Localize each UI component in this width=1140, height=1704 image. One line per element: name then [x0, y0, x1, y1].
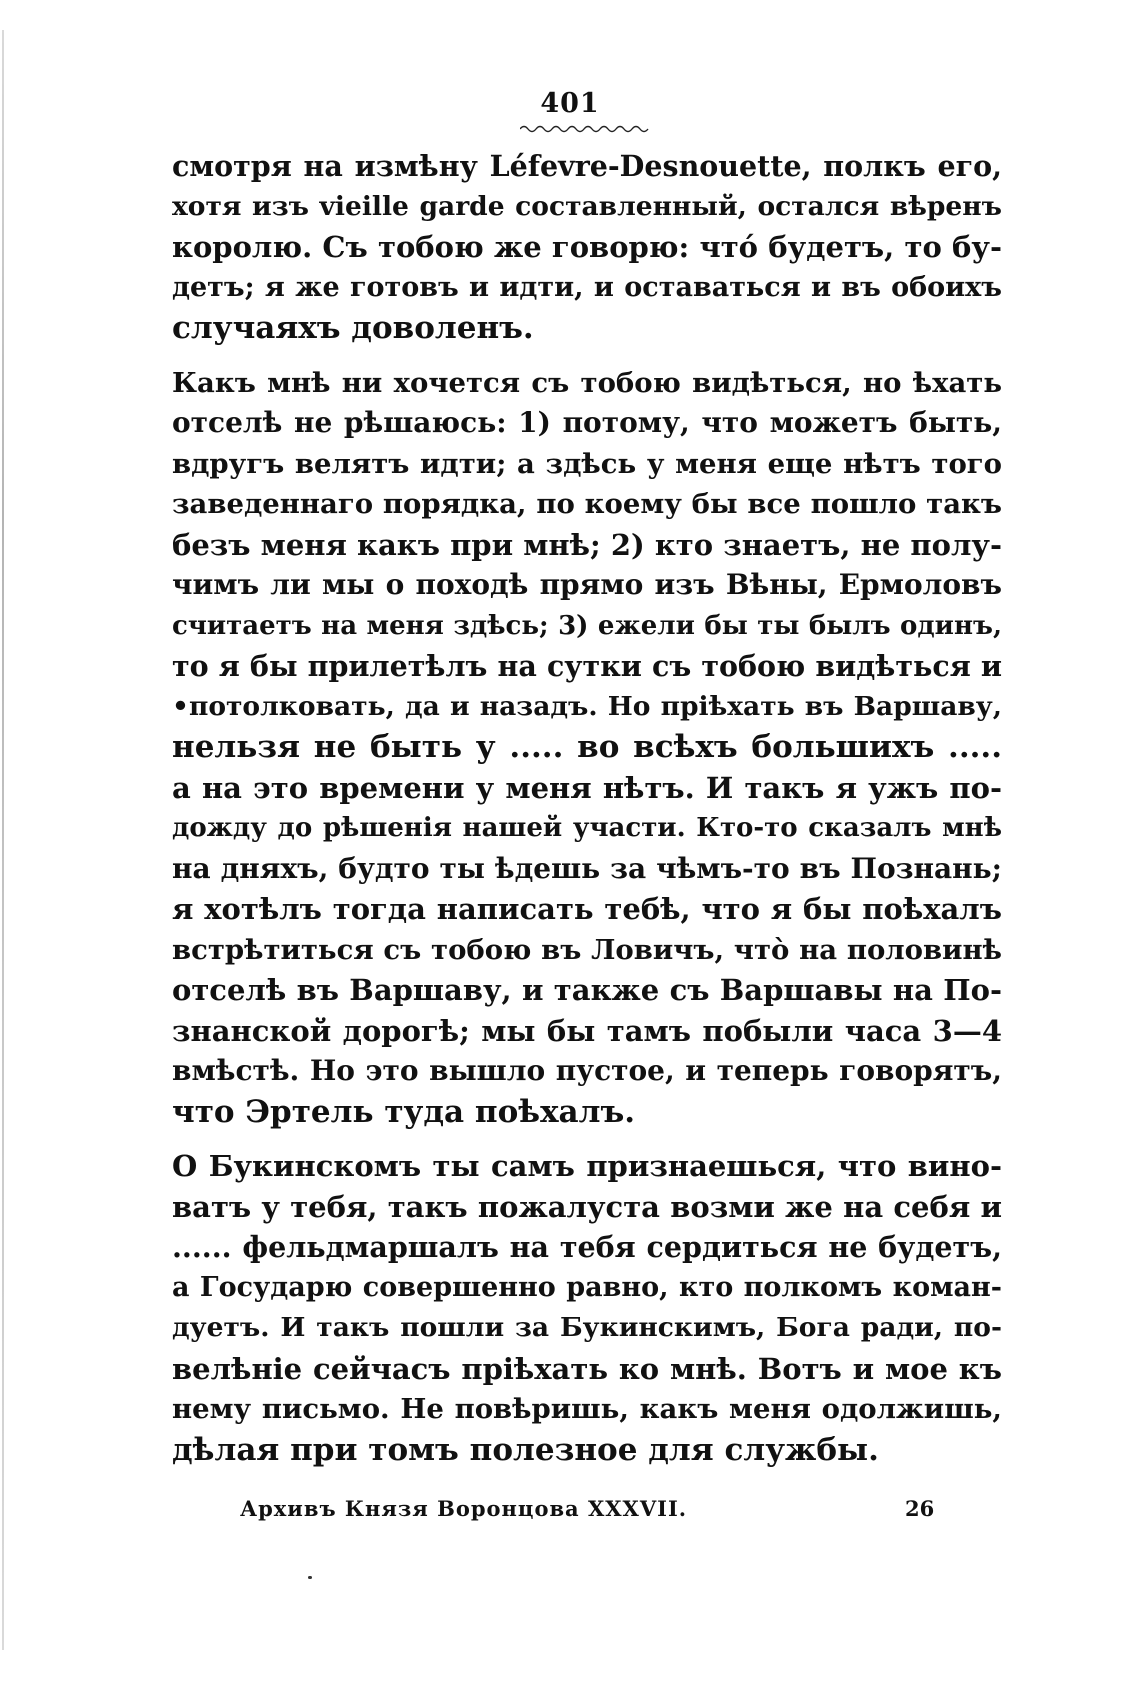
- text-line: а Государю совершенно равно, кто полкомъ коман-: [172, 1271, 1002, 1303]
- body-text: [172, 146, 1002, 1470]
- paragraph-3: [172, 1146, 1002, 1470]
- paragraph-2: [172, 363, 1002, 1133]
- text-line: на дняхъ, будто ты ѣдешь за чѣмъ-то въ Познань;: [172, 851, 1002, 885]
- text-line: заведеннаго порядка, по коему бы все пошло такъ: [172, 488, 1002, 520]
- text-line: королю. Съ тобою же говорю: что́ будетъ, то бу-: [172, 230, 1002, 264]
- text-line: встрѣтиться съ тобою въ Ловичъ, что̀ на половинѣ: [172, 933, 1002, 966]
- page-number-ornament: [520, 124, 650, 134]
- text-line: чимъ ли мы о походѣ прямо изъ Вѣны, Ермоловъ: [172, 568, 1002, 601]
- text-line: хотя изъ vieille garde составленный, остался вѣренъ: [172, 190, 1002, 222]
- scan-speck: [308, 1576, 312, 1579]
- paragraph-1: [172, 146, 1002, 349]
- text-line: О Букинскомъ ты самъ признаешься, что вино-: [172, 1149, 1002, 1183]
- text-line: случаяхъ доволенъ.: [172, 310, 534, 346]
- footer-sheet-number: 26: [905, 1496, 935, 1521]
- text-line: а на это времени у меня нѣтъ. И такъ я ужъ по-: [172, 770, 1002, 805]
- text-line: знанской дорогѣ; мы бы тамъ побыли часа 3—4: [172, 1013, 1002, 1048]
- page-edge-shadow: [2, 30, 4, 1650]
- text-line: нему письмо. Не повѣришь, какъ меня одолжишь,: [172, 1393, 1002, 1425]
- text-line: ...... фельдмаршалъ на тебя сердиться не будетъ,: [172, 1230, 1002, 1264]
- text-line: нельзя не быть у ..... во всѣхъ большихъ .....: [172, 729, 1002, 765]
- text-line: дуетъ. И такъ пошли за Букинскимъ, Бога ради, по-: [172, 1312, 1002, 1343]
- text-line: детъ; я же готовъ и идти, и оставаться и въ обоихъ: [172, 271, 1002, 303]
- page-number: 401: [540, 88, 600, 119]
- footer-signature: Архивъ Князя Воронцова XXXVII.: [240, 1496, 688, 1521]
- text-line: безъ меня какъ при мнѣ; 2) кто знаетъ, не полу-: [172, 527, 1002, 562]
- text-line: ватъ у тебя, такъ пожалуста возми же на себя и: [172, 1189, 1002, 1224]
- text-line: отселѣ въ Варшаву, и также съ Варшавы на По-: [172, 973, 1002, 1007]
- text-line: то я бы прилетѣлъ на сутки съ тобою видѣться и: [172, 649, 1002, 683]
- text-line: смотря на измѣну Léfevre-Desnouette, полкъ его,: [172, 149, 1002, 183]
- text-line: что Эртель туда поѣхалъ.: [172, 1093, 636, 1130]
- text-line: отселѣ не рѣшаюсь: 1) потому, что можетъ быть,: [172, 406, 1002, 439]
- text-line: дожду до рѣшенія нашей участи. Кто-то сказалъ мнѣ: [172, 813, 1002, 843]
- text-line: считаетъ на меня здѣсь; 3) ежели бы ты былъ одинъ,: [172, 610, 1002, 641]
- text-line: велѣніе сейчасъ пріѣхать ко мнѣ. Вотъ и мое къ: [172, 1351, 1002, 1386]
- text-line: вдругъ велятъ идти; а здѣсь у меня еще нѣтъ того: [172, 447, 1002, 480]
- text-line: дѣлая при томъ полезное для службы.: [172, 1431, 879, 1468]
- text-line: •потолковать, да и назадъ. Но пріѣхать въ Варшаву,: [172, 690, 1002, 722]
- text-line: вмѣстѣ. Но это вышло пустое, и теперь говорятъ,: [172, 1054, 1002, 1087]
- text-line: Какъ мнѣ ни хочется съ тобою видѣться, но ѣхать: [172, 366, 1002, 399]
- text-line: я хотѣлъ тогда написать тебѣ, что я бы поѣхалъ: [172, 892, 1002, 926]
